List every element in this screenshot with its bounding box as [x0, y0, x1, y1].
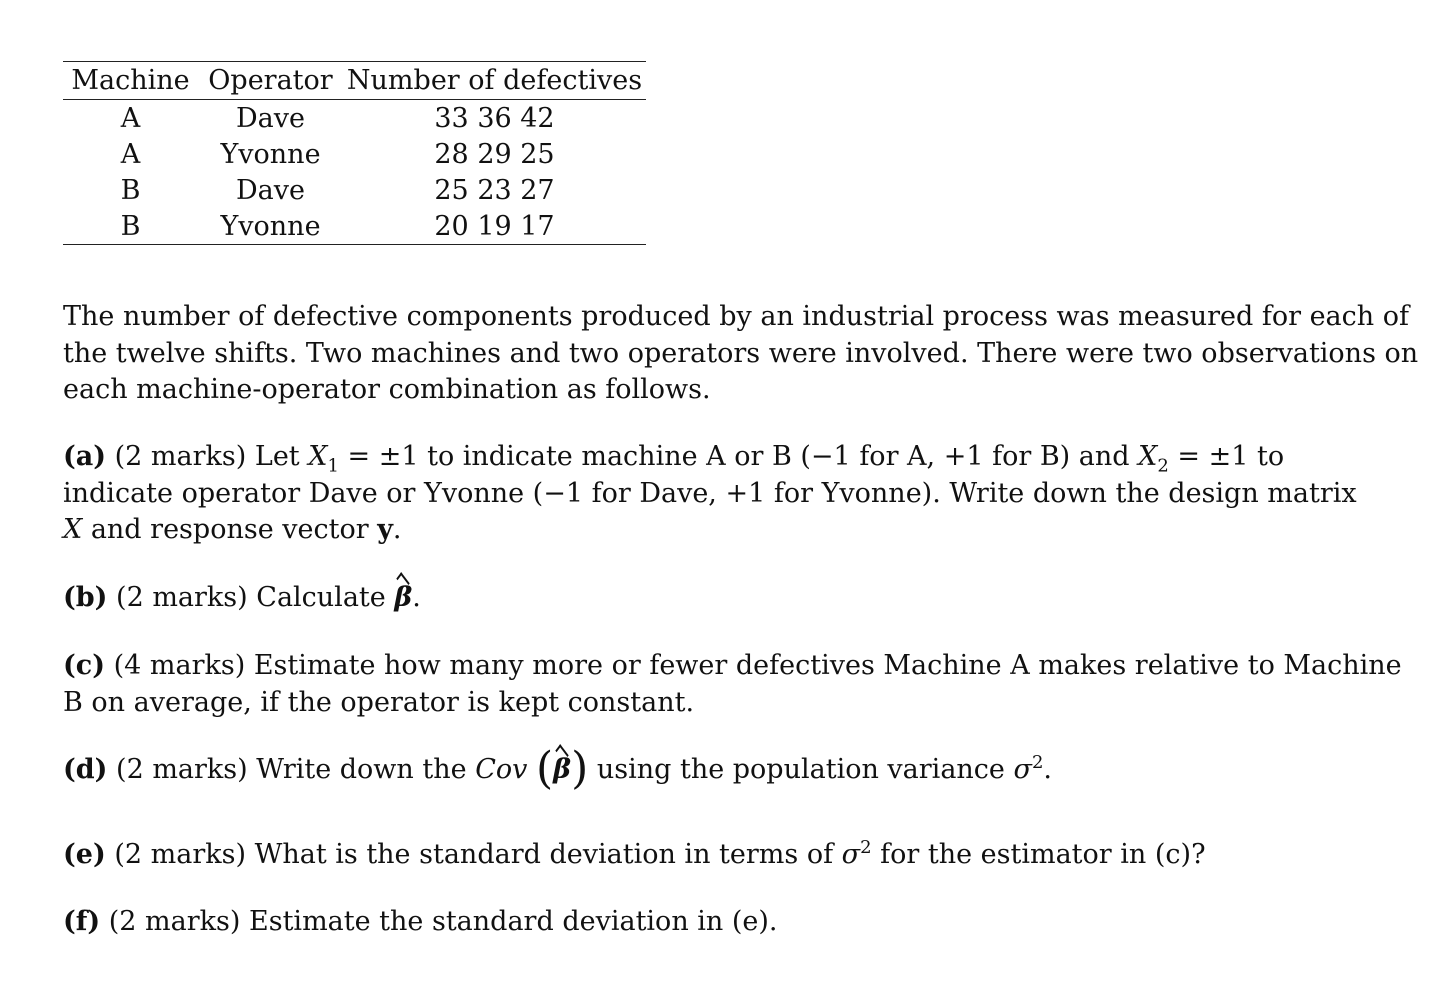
- cell-machine: B: [120, 174, 141, 206]
- question-label: (d): [63, 754, 108, 785]
- question-f: [63, 904, 1323, 941]
- question-a-line: indicate operator Dave or Yvonne (−1 for Dave, +1 for Yvonne). Write down the design matrix: [63, 477, 1357, 509]
- question-a: [63, 439, 1357, 549]
- sigma-symbol: σ: [841, 839, 861, 870]
- table-row: [63, 100, 646, 137]
- cell-machine: A: [120, 102, 141, 134]
- intro-paragraph: [63, 299, 1419, 409]
- question-b: [63, 580, 1323, 617]
- intro-line: The number of defective components produced by an industrial process was measured for each of: [63, 301, 1409, 332]
- question-text: Calculate: [256, 582, 395, 613]
- question-d: [63, 743, 1323, 794]
- question-a-line: [63, 439, 1323, 476]
- question-text: = ±1 to: [1168, 441, 1285, 472]
- question-text: for the estimator in (c)?: [871, 839, 1206, 870]
- response-vector-symbol: y: [377, 514, 393, 545]
- question-marks: (2 marks): [116, 754, 248, 785]
- superscript: 2: [1031, 752, 1044, 773]
- design-matrix-symbol: X: [63, 514, 83, 545]
- question-text: .: [1043, 754, 1052, 785]
- intro-line: each machine-operator combination as follows.: [63, 374, 711, 405]
- subscript: 2: [1157, 455, 1169, 477]
- cov-symbol: Cov: [475, 754, 528, 785]
- left-paren: (: [535, 743, 554, 794]
- beta-hat-symbol: β: [394, 580, 412, 617]
- question-text: using the population variance: [588, 754, 1014, 785]
- column-header-operator: Operator: [198, 62, 343, 100]
- question-label: (e): [63, 839, 106, 870]
- question-text: Let: [254, 441, 309, 472]
- question-c-line: B on average, if the operator is kept constant.: [63, 686, 695, 718]
- question-text: Estimate how many more or fewer defectives Machine A makes relative to Machine: [253, 650, 1402, 681]
- question-marks: (4 marks): [113, 650, 246, 681]
- question-label: (f): [63, 906, 101, 937]
- cell-defectives: 20 19 17: [343, 208, 646, 245]
- cell-defectives: 28 29 25: [434, 138, 555, 170]
- question-label: (a): [63, 441, 107, 472]
- sigma-symbol: σ: [1013, 754, 1032, 785]
- cell-operator: Yvonne: [198, 208, 343, 245]
- question-text: and response vector: [82, 514, 378, 545]
- subscript: 1: [327, 455, 339, 477]
- superscript: 2: [860, 837, 872, 858]
- cell-machine: A: [120, 138, 141, 170]
- defectives-table: [63, 61, 646, 245]
- table-header-row: [63, 62, 646, 100]
- question-marks: (2 marks): [116, 582, 248, 613]
- column-header-defectives: Number of defectives: [343, 62, 646, 100]
- question-marks: (2 marks): [108, 906, 241, 937]
- column-header-machine: Machine: [63, 62, 198, 100]
- question-text: .: [412, 582, 421, 613]
- table-row: [63, 172, 646, 208]
- question-label: (c): [63, 650, 105, 681]
- question-c: [63, 648, 1402, 721]
- question-text: = ±1 to indicate machine A or B (−1 for A, +1 for B) and: [338, 441, 1139, 472]
- question-label: (b): [63, 582, 108, 613]
- question-marks: (2 marks): [114, 839, 246, 870]
- intro-line: the twelve shifts. Two machines and two operators were involved. There were two observations on: [63, 337, 1419, 369]
- cell-operator: Yvonne: [220, 138, 321, 170]
- cell-machine: B: [63, 208, 198, 245]
- table-row: [63, 136, 646, 172]
- question-a-line: [63, 512, 1323, 549]
- question-c-line: [63, 648, 1402, 685]
- question-e: [63, 837, 1323, 874]
- question-text: Write down the: [256, 754, 476, 785]
- beta-hat-symbol: β: [553, 752, 571, 789]
- cell-defectives: 25 23 27: [434, 174, 555, 206]
- table-row: [63, 208, 646, 245]
- question-text: What is the standard deviation in terms of: [254, 839, 842, 870]
- variable-x1: X: [308, 441, 328, 472]
- cell-operator: Dave: [236, 102, 305, 134]
- question-text: .: [392, 514, 402, 545]
- right-paren: ): [571, 743, 589, 794]
- variable-x2: X: [1138, 441, 1158, 472]
- question-text: Estimate the standard deviation in (e).: [249, 906, 778, 937]
- cell-defectives: 33 36 42: [434, 102, 555, 134]
- question-marks: (2 marks): [114, 441, 247, 472]
- cell-operator: Dave: [236, 174, 305, 206]
